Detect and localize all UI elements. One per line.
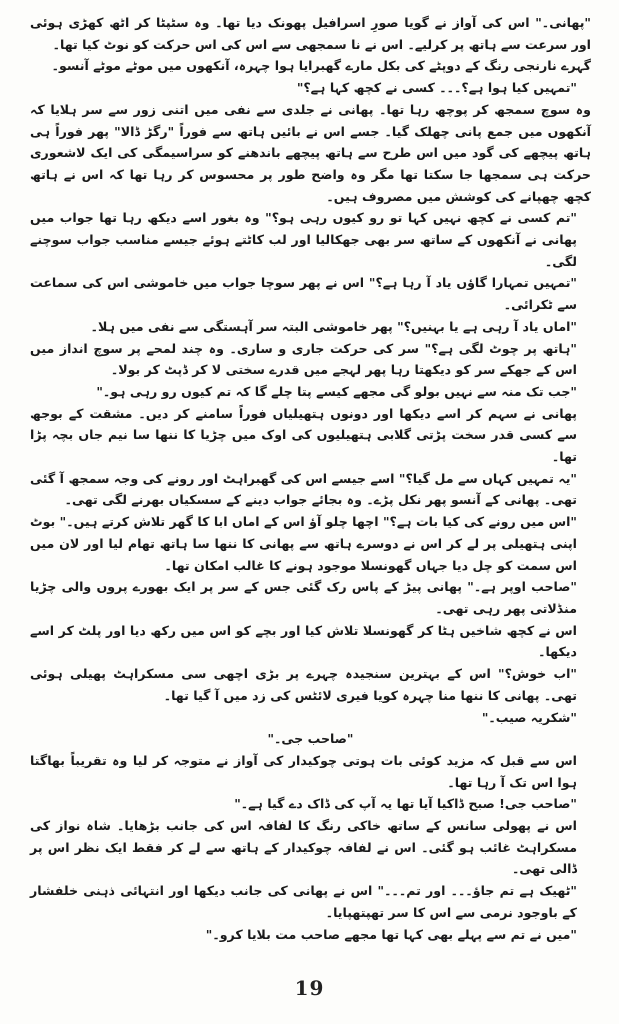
paragraph: "جب تک منہ سے نہیں بولو گی مجھے کیسے پتا چلے گا کہ تم کیوں رو رہی ہو۔" bbox=[96, 383, 577, 399]
paragraph: "میں نے تم سے پہلے بھی کہا تھا مجھے صاحب مت بلایا کرو۔" bbox=[205, 926, 577, 942]
paragraph: "یہ تمہیں کہاں سے مل گیا؟" اسے جیسے اس کی گھبراہٹ اور رونے کی وجہ سمجھ آ گئی تھی۔ پھانی کے آنسو پھر نکل پڑے۔ وہ بجائے جواب دینے کے سسکیاں بھرنے لگی تھی۔ bbox=[30, 470, 577, 508]
paragraph: "پھانی۔" اس کی آواز نے گویا صورِ اسرافیل پھونک دیا تھا۔ وہ سٹپٹا کر اٹھ کھڑی ہوئی اور سرعت سے ہاتھ پر کرلیے۔ اس نے نا سمجھی سے اس کی اس حرکت کو نوٹ کیا تھا۔ bbox=[30, 15, 591, 52]
paragraph: "تمہیں تمہارا گاؤں یاد آ رہا ہے؟" اس نے پھر سوچا جواب میں خاموشی اس کی سماعت سے ٹکرائی۔ bbox=[30, 275, 577, 313]
paragraph: اس نے کچھ شاخیں ہٹا کر گھونسلا تلاش کیا اور بچے کو اس میں رکھ دیا اور پلٹ کر اسے دیکھا۔ bbox=[30, 622, 577, 660]
page-number: 19 bbox=[294, 976, 325, 1000]
paragraph: "صاحب اوپر ہے۔" پھانی پیڑ کے پاس رک گئی جس کے سر پر ایک بھورے پروں والی چڑیا منڈلاتی پھر رہی تھی۔ bbox=[30, 579, 577, 616]
paragraph: "شکریہ صیب۔" bbox=[481, 709, 577, 725]
paragraph: "تم کسی نے کچھ نہیں کہا تو رو کیوں رہی ہو؟" وہ بغور اسے دیکھ رہا تھا جواب میں پھانی نے آنکھوں کے ساتھ سر بھی جھکالیا اور لب کاٹتے ہوئے جیسے مناسب جواب سوچنے لگی۔ bbox=[30, 210, 577, 269]
paragraph: "صاحب جی۔" bbox=[267, 731, 354, 747]
paragraph: "تمہیں کیا ہوا ہے؟۔۔۔ کسی نے کچھ کہا ہے؟" bbox=[296, 80, 577, 96]
paragraph: اس نے پھولی سانس کے ساتھ خاکی رنگ کا لفافہ اس کی جانب بڑھایا۔ شاہ نواز کی مسکراہٹ غائب ہو گئی۔ اس نے لفافہ چوکیدار کے ہاتھ سے لے کر فقط ایک نظر اس پر ڈالی تھی۔ bbox=[30, 818, 577, 877]
paragraph: پھانی نے سہم کر اسے دیکھا اور دونوں ہتھیلیاں فوراً سامنے کر دیں۔ مشقت کے بوجھ سے کسی قدر سخت پڑتی گلابی ہتھیلیوں کی اوک میں چڑیا کا ننھا سا نیم جاں بچہ پڑا تھا۔ bbox=[30, 405, 577, 465]
paragraph: وہ سوچ سمجھ کر پوچھ رہا تھا۔ پھانی نے جلدی سے نفی میں اتنی زور سے سر ہلایا کہ آنکھوں میں جمع پانی چھلک گیا۔ جسے اس نے بائیں ہاتھ سے فوراً "رگڑ ڈالا" پھر فوراً ہی ہاتھ پیچھے کی گود میں اس طرح سے ہاتھ پیچھے باندھنے کو سراسیمگی کی ایک لاشعوری حرکت ہی سمجھا جا سکتا تھا مگر وہ واضح طور پر محسوس کر رہا تھا کہ اس نے ہاتھ کچھ چھپانے کی کوشش میں مصروف ہیں۔ bbox=[30, 101, 591, 204]
paragraph: "ہاتھ پر چوٹ لگی ہے؟" سر کی حرکت جاری و ساری۔ وہ چند لمحے پر سوچ انداز میں اس کے جھکے سر کو دیکھتا رہا پھر لہجے میں قدرے سختی لا کر ڈپٹ کر بولا۔ bbox=[30, 340, 577, 378]
paragraph: "اب خوش؟" اس کے بہترین سنجیدہ چہرے پر بڑی اچھی سی مسکراہٹ پھیلی ہوئی تھی۔ پھانی کا ننھا منا چہرہ کویا فیری لائٹس کی زد میں آ گیا تھا۔ bbox=[30, 666, 577, 703]
paragraph: "اس میں رونے کی کیا بات ہے؟" اچھا چلو آؤ اس کے اماں ابا کا گھر تلاش کرتے ہیں۔" بوٹ اپنی ہتھیلی پر لے کر اس نے دوسرے ہاتھ سے پھانی کا ننھا سا ہاتھ تھام لیا اور لان میں اس سمت کو چل دیا جہاں گھونسلا موجود ہونے کا غالب امکان تھا۔ bbox=[29, 514, 577, 573]
paragraph: "اماں یاد آ رہی ہے یا بہنیں؟" پھر خاموشی البتہ سر آہستگی سے نفی میں ہلا۔ bbox=[90, 318, 577, 334]
urdu-text-body bbox=[30, 12, 591, 945]
paragraph: گہرے نارنجی رنگ کے دوپٹے کی بکل مارے گھبرایا ہوا چہرہ، آنکھوں میں موٹے موٹے آنسو۔ bbox=[51, 58, 591, 74]
paragraph: "ٹھیک ہے تم جاؤ۔۔۔ اور تم۔۔۔" اس نے پھانی کی جانب دیکھا اور انتہائی ذہنی خلفشار کے باوجود نرمی سے اس کا سر تھپتھپایا۔ bbox=[30, 883, 577, 920]
paragraph: اس سے قبل کہ مزید کوئی بات ہوتی چوکیدار کی آواز نے متوجہ کر لیا وہ تقریباً بھاگتا ہوا اس تک آ رہا تھا۔ bbox=[30, 752, 577, 790]
paragraph: "صاحب جی! صبح ڈاکیا آیا تھا یہ آپ کی ڈاک دے گیا ہے۔" bbox=[234, 796, 577, 812]
